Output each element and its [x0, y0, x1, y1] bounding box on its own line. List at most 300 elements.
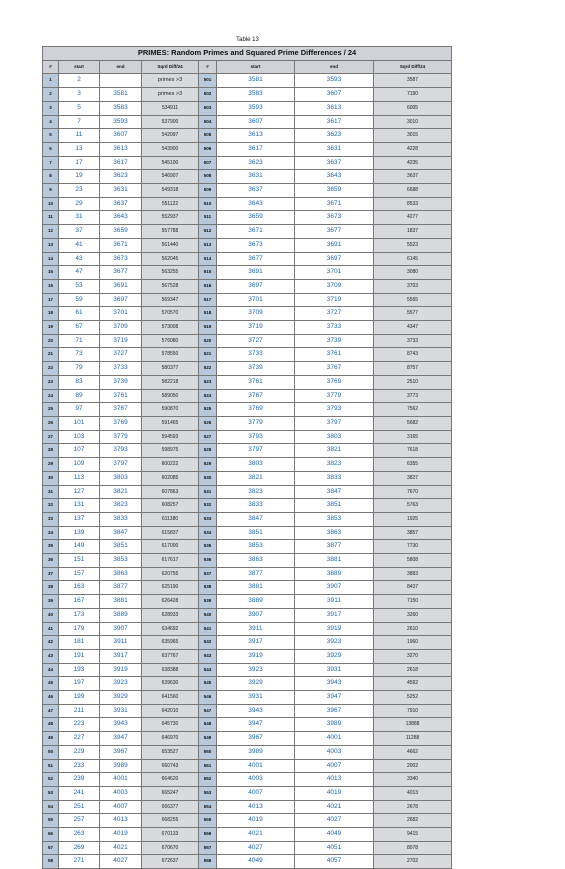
sqrd-diff-cell-2: 3340 [374, 773, 452, 787]
start-cell: 149 [59, 540, 100, 554]
sqrd-diff-cell: 594593 [142, 430, 199, 444]
row-index-cell: 29 [43, 458, 59, 472]
sqrd-diff-cell: 602085 [142, 471, 199, 485]
table-row [43, 225, 452, 239]
row-index-cell-2: 520 [199, 334, 217, 348]
end-cell-2: 3643 [295, 170, 374, 184]
table-row [43, 403, 452, 417]
row-index-cell-2: 552 [199, 773, 217, 787]
sqrd-diff-cell-2: 3010 [374, 115, 452, 129]
end-cell: 3947 [100, 732, 142, 746]
start-cell: 37 [59, 225, 100, 239]
end-cell: 3779 [100, 430, 142, 444]
table-row [43, 416, 452, 430]
row-index-cell: 40 [43, 608, 59, 622]
row-index-cell-2: 550 [199, 745, 217, 759]
start-cell-2: 3803 [217, 458, 295, 472]
start-cell: 241 [59, 786, 100, 800]
sqrd-diff-cell-2: 6688 [374, 184, 452, 198]
row-index-cell: 19 [43, 321, 59, 335]
end-cell: 4019 [100, 828, 142, 842]
start-cell-2: 3727 [217, 334, 295, 348]
start-cell-2: 3709 [217, 307, 295, 321]
end-cell-2: 4021 [295, 800, 374, 814]
start-cell-2: 4027 [217, 841, 295, 855]
table-row [43, 266, 452, 280]
end-cell-2: 3851 [295, 499, 374, 513]
row-index-cell-2: 531 [199, 485, 217, 499]
table-row [43, 718, 452, 732]
sqrd-diff-cell: 563255 [142, 266, 199, 280]
sqrd-diff-cell: 637767 [142, 649, 199, 663]
sqrd-diff-cell-2: 5682 [374, 416, 452, 430]
end-cell-2: 4001 [295, 732, 374, 746]
start-cell: 79 [59, 362, 100, 376]
row-index-cell: 1 [43, 74, 59, 88]
end-cell: 3581 [100, 88, 142, 102]
end-cell-2: 3623 [295, 129, 374, 143]
row-index-cell: 34 [43, 526, 59, 540]
end-cell: 3797 [100, 458, 142, 472]
end-cell-2: 3833 [295, 471, 374, 485]
end-cell-2: 3821 [295, 444, 374, 458]
sqrd-diff-cell-2: 5763 [374, 499, 452, 513]
sqrd-diff-cell-2: 6145 [374, 252, 452, 266]
end-cell: 3943 [100, 718, 142, 732]
start-cell: 197 [59, 677, 100, 691]
primes-table [42, 46, 452, 869]
end-cell-2: 3967 [295, 704, 374, 718]
row-index-cell-2: 510 [199, 197, 217, 211]
sqrd-diff-cell: 634692 [142, 622, 199, 636]
start-cell-2: 3613 [217, 129, 295, 143]
row-index-cell: 36 [43, 554, 59, 568]
start-cell: 229 [59, 745, 100, 759]
row-index-cell-2: 508 [199, 170, 217, 184]
row-index-cell-2: 511 [199, 211, 217, 225]
sqrd-diff-cell-2: 3165 [374, 430, 452, 444]
start-cell-2: 3881 [217, 581, 295, 595]
sqrd-diff-cell: 562045 [142, 252, 199, 266]
row-index-cell: 56 [43, 828, 59, 842]
end-cell-2: 4003 [295, 745, 374, 759]
sqrd-diff-cell-2: 5252 [374, 691, 452, 705]
row-index-cell-2: 509 [199, 184, 217, 198]
start-cell: 53 [59, 279, 100, 293]
sqrd-diff-cell: 611380 [142, 512, 199, 526]
sqrd-diff-cell: 557788 [142, 225, 199, 239]
start-cell-2: 3877 [217, 567, 295, 581]
row-index-cell-2: 554 [199, 800, 217, 814]
start-cell-2: 3863 [217, 554, 295, 568]
header-index-2: # [199, 60, 217, 74]
row-index-cell: 41 [43, 622, 59, 636]
end-cell-2: 3739 [295, 334, 374, 348]
row-index-cell-2: 534 [199, 526, 217, 540]
start-cell: 251 [59, 800, 100, 814]
sqrd-diff-cell: 552937 [142, 211, 199, 225]
table-row [43, 540, 452, 554]
start-cell: 103 [59, 430, 100, 444]
row-index-cell: 17 [43, 293, 59, 307]
end-cell-2: 3761 [295, 348, 374, 362]
start-cell: 269 [59, 841, 100, 855]
end-cell: 3701 [100, 307, 142, 321]
end-cell: 3691 [100, 279, 142, 293]
table-row [43, 279, 452, 293]
table-row [43, 88, 452, 102]
sqrd-diff-cell: 537900 [142, 115, 199, 129]
table-row [43, 814, 452, 828]
sqrd-diff-cell-2: 2510 [374, 375, 452, 389]
start-cell: 43 [59, 252, 100, 266]
sqrd-diff-cell: 561440 [142, 238, 199, 252]
sqrd-diff-cell-2: 1925 [374, 512, 452, 526]
row-index-cell-2: 518 [199, 307, 217, 321]
end-cell-2: 4013 [295, 773, 374, 787]
row-index-cell-2: 521 [199, 348, 217, 362]
end-cell: 3733 [100, 362, 142, 376]
table-row [43, 375, 452, 389]
sqrd-diff-cell: 670670 [142, 841, 199, 855]
start-cell: 73 [59, 348, 100, 362]
row-index-cell: 2 [43, 88, 59, 102]
start-cell-2: 4013 [217, 800, 295, 814]
sqrd-diff-cell-2: 7910 [374, 704, 452, 718]
end-cell-2: 3917 [295, 608, 374, 622]
start-cell-2: 3643 [217, 197, 295, 211]
end-cell-2: 3767 [295, 362, 374, 376]
row-index-cell: 27 [43, 430, 59, 444]
start-cell-2: 3761 [217, 375, 295, 389]
table-row [43, 184, 452, 198]
table-row [43, 677, 452, 691]
end-cell: 3907 [100, 622, 142, 636]
row-index-cell-2: 540 [199, 608, 217, 622]
sqrd-diff-cell: 672637 [142, 855, 199, 869]
start-cell: 151 [59, 554, 100, 568]
start-cell: 11 [59, 129, 100, 143]
row-index-cell: 48 [43, 718, 59, 732]
sqrd-diff-cell: 542097 [142, 129, 199, 143]
sqrd-diff-cell-2: 3015 [374, 129, 452, 143]
row-index-cell-2: 545 [199, 677, 217, 691]
row-index-cell-2: 558 [199, 855, 217, 869]
sqrd-diff-cell: primes >3 [142, 74, 199, 88]
start-cell: 19 [59, 170, 100, 184]
row-index-cell-2: 556 [199, 828, 217, 842]
end-cell: 3631 [100, 184, 142, 198]
row-index-cell-2: 525 [199, 403, 217, 417]
end-cell-2: 4027 [295, 814, 374, 828]
start-cell: 101 [59, 416, 100, 430]
sqrd-diff-cell: 598975 [142, 444, 199, 458]
end-cell-2: 3989 [295, 718, 374, 732]
sqrd-diff-cell-2: 4662 [374, 745, 452, 759]
sqrd-diff-cell: 545100 [142, 156, 199, 170]
header-index: # [43, 60, 59, 74]
end-cell-2: 3947 [295, 691, 374, 705]
start-cell: 67 [59, 321, 100, 335]
start-cell: 271 [59, 855, 100, 869]
row-index-cell-2: 541 [199, 622, 217, 636]
end-cell: 3767 [100, 403, 142, 417]
table-row [43, 841, 452, 855]
sqrd-diff-cell-2: 7150 [374, 595, 452, 609]
row-index-cell: 22 [43, 362, 59, 376]
table-row [43, 238, 452, 252]
start-cell: 173 [59, 608, 100, 622]
end-cell: 3673 [100, 252, 142, 266]
row-index-cell-2: 553 [199, 786, 217, 800]
start-cell: 139 [59, 526, 100, 540]
sqrd-diff-cell-2: 9415 [374, 828, 452, 842]
end-cell: 3671 [100, 238, 142, 252]
sqrd-diff-cell-2: 2702 [374, 855, 452, 869]
start-cell: 211 [59, 704, 100, 718]
start-cell: 31 [59, 211, 100, 225]
sqrd-diff-cell: 670133 [142, 828, 199, 842]
start-cell: 109 [59, 458, 100, 472]
start-cell-2: 3851 [217, 526, 295, 540]
end-cell-2: 3769 [295, 375, 374, 389]
table-row [43, 362, 452, 376]
row-index-cell-2: 529 [199, 458, 217, 472]
table-row [43, 101, 452, 115]
end-cell-2: 3889 [295, 567, 374, 581]
end-cell-2: 3733 [295, 321, 374, 335]
sqrd-diff-cell-2: 4347 [374, 321, 452, 335]
sqrd-diff-cell: 551122 [142, 197, 199, 211]
row-index-cell-2: 523 [199, 375, 217, 389]
table-row [43, 485, 452, 499]
row-index-cell: 28 [43, 444, 59, 458]
sqrd-diff-cell-2: 3587 [374, 74, 452, 88]
end-cell-2: 4007 [295, 759, 374, 773]
sqrd-diff-cell: 639630 [142, 677, 199, 691]
row-index-cell: 37 [43, 567, 59, 581]
sqrd-diff-cell-2: 5523 [374, 238, 452, 252]
table-row [43, 307, 452, 321]
end-cell-2: 3719 [295, 293, 374, 307]
end-cell-2: 3677 [295, 225, 374, 239]
sqrd-diff-cell-2: 8743 [374, 348, 452, 362]
header-sqrd-diff-2: Sqrd Diff/24 [374, 60, 452, 74]
table-row [43, 430, 452, 444]
table-row [43, 74, 452, 88]
sqrd-diff-cell-2: 6355 [374, 458, 452, 472]
sqrd-diff-cell-2: 4228 [374, 142, 452, 156]
row-index-cell: 46 [43, 691, 59, 705]
end-cell: 3623 [100, 170, 142, 184]
start-cell-2: 3943 [217, 704, 295, 718]
sqrd-diff-cell: primes >3 [142, 88, 199, 102]
start-cell: 239 [59, 773, 100, 787]
end-cell-2: 4057 [295, 855, 374, 869]
start-cell: 257 [59, 814, 100, 828]
table-row [43, 855, 452, 869]
row-index-cell: 57 [43, 841, 59, 855]
table-title-row [43, 47, 452, 61]
row-index-cell-2: 522 [199, 362, 217, 376]
start-cell: 127 [59, 485, 100, 499]
row-index-cell: 18 [43, 307, 59, 321]
end-cell-2: 4051 [295, 841, 374, 855]
row-index-cell-2: 516 [199, 279, 217, 293]
table-row [43, 252, 452, 266]
start-cell: 227 [59, 732, 100, 746]
end-cell-2: 3779 [295, 389, 374, 403]
start-cell: 179 [59, 622, 100, 636]
start-cell-2: 3917 [217, 636, 295, 650]
row-index-cell: 14 [43, 252, 59, 266]
header-sqrd-diff: Sqrd Diff/24 [142, 60, 199, 74]
sqrd-diff-cell-2: 3773 [374, 389, 452, 403]
row-index-cell: 54 [43, 800, 59, 814]
row-index-cell: 50 [43, 745, 59, 759]
start-cell: 137 [59, 512, 100, 526]
start-cell: 61 [59, 307, 100, 321]
row-index-cell: 32 [43, 499, 59, 513]
start-cell: 131 [59, 499, 100, 513]
row-index-cell: 52 [43, 773, 59, 787]
start-cell: 83 [59, 375, 100, 389]
sqrd-diff-cell: 617000 [142, 540, 199, 554]
sqrd-diff-cell-2: 3857 [374, 526, 452, 540]
table-row [43, 800, 452, 814]
start-cell-2: 3631 [217, 170, 295, 184]
sqrd-diff-cell-2: 4592 [374, 677, 452, 691]
start-cell: 157 [59, 567, 100, 581]
row-index-cell-2: 501 [199, 74, 217, 88]
start-cell-2: 3911 [217, 622, 295, 636]
row-index-cell-2: 546 [199, 691, 217, 705]
row-index-cell: 13 [43, 238, 59, 252]
sqrd-diff-cell: 665247 [142, 786, 199, 800]
end-cell: 4027 [100, 855, 142, 869]
sqrd-diff-cell: 642010 [142, 704, 199, 718]
table-row [43, 197, 452, 211]
end-cell: 3911 [100, 636, 142, 650]
end-cell: 3727 [100, 348, 142, 362]
start-cell-2: 3593 [217, 101, 295, 115]
start-cell-2: 3853 [217, 540, 295, 554]
start-cell: 199 [59, 691, 100, 705]
row-index-cell: 51 [43, 759, 59, 773]
sqrd-diff-cell-2: 2610 [374, 622, 452, 636]
sqrd-diff-cell: 641560 [142, 691, 199, 705]
end-cell [100, 74, 142, 88]
table-body [43, 74, 452, 869]
start-cell: 223 [59, 718, 100, 732]
table-row [43, 499, 452, 513]
row-index-cell-2: 535 [199, 540, 217, 554]
row-index-cell-2: 547 [199, 704, 217, 718]
table-row [43, 444, 452, 458]
header-start-2: start [217, 60, 295, 74]
row-index-cell: 30 [43, 471, 59, 485]
end-cell: 3967 [100, 745, 142, 759]
end-cell-2: 3919 [295, 622, 374, 636]
start-cell: 89 [59, 389, 100, 403]
end-cell-2: 3671 [295, 197, 374, 211]
row-index-cell-2: 506 [199, 142, 217, 156]
end-cell: 3593 [100, 115, 142, 129]
row-index-cell: 35 [43, 540, 59, 554]
end-cell-2: 3637 [295, 156, 374, 170]
row-index-cell: 39 [43, 595, 59, 609]
sqrd-diff-cell-2: 8533 [374, 197, 452, 211]
row-index-cell: 9 [43, 184, 59, 198]
end-cell-2: 3631 [295, 142, 374, 156]
end-cell-2: 3613 [295, 101, 374, 115]
sqrd-diff-cell: 608257 [142, 499, 199, 513]
end-cell: 3739 [100, 375, 142, 389]
table-row [43, 786, 452, 800]
end-cell: 3923 [100, 677, 142, 691]
table-row [43, 567, 452, 581]
row-index-cell: 8 [43, 170, 59, 184]
row-index-cell: 44 [43, 663, 59, 677]
sqrd-diff-cell: 534911 [142, 101, 199, 115]
row-index-cell: 42 [43, 636, 59, 650]
start-cell-2: 3767 [217, 389, 295, 403]
start-cell: 5 [59, 101, 100, 115]
table-row [43, 115, 452, 129]
start-cell-2: 3923 [217, 663, 295, 677]
row-index-cell-2: 533 [199, 512, 217, 526]
sqrd-diff-cell-2: 8078 [374, 841, 452, 855]
row-index-cell: 6 [43, 142, 59, 156]
sqrd-diff-cell-2: 3883 [374, 567, 452, 581]
sqrd-diff-cell-2: 1837 [374, 225, 452, 239]
row-index-cell-2: 557 [199, 841, 217, 855]
start-cell: 17 [59, 156, 100, 170]
end-cell-2: 3929 [295, 649, 374, 663]
start-cell-2: 3797 [217, 444, 295, 458]
row-index-cell-2: 542 [199, 636, 217, 650]
start-cell-2: 3989 [217, 745, 295, 759]
row-index-cell-2: 528 [199, 444, 217, 458]
sqrd-diff-cell: 607863 [142, 485, 199, 499]
row-index-cell-2: 551 [199, 759, 217, 773]
sqrd-diff-cell: 660743 [142, 759, 199, 773]
start-cell-2: 4001 [217, 759, 295, 773]
table-row [43, 348, 452, 362]
start-cell: 23 [59, 184, 100, 198]
table-row [43, 471, 452, 485]
end-cell-2: 4049 [295, 828, 374, 842]
sqrd-diff-cell: 589050 [142, 389, 199, 403]
start-cell-2: 3581 [217, 74, 295, 88]
sqrd-diff-cell-2: 11288 [374, 732, 452, 746]
start-cell-2: 3637 [217, 184, 295, 198]
end-cell-2: 3797 [295, 416, 374, 430]
end-cell: 4001 [100, 773, 142, 787]
end-cell: 3659 [100, 225, 142, 239]
table-row [43, 581, 452, 595]
row-index-cell-2: 555 [199, 814, 217, 828]
row-index-cell-2: 519 [199, 321, 217, 335]
sqrd-diff-cell-2: 8757 [374, 362, 452, 376]
end-cell: 3769 [100, 416, 142, 430]
row-index-cell: 33 [43, 512, 59, 526]
table-row [43, 745, 452, 759]
table-row [43, 334, 452, 348]
row-index-cell: 16 [43, 279, 59, 293]
end-cell: 4003 [100, 786, 142, 800]
end-cell-2: 3697 [295, 252, 374, 266]
